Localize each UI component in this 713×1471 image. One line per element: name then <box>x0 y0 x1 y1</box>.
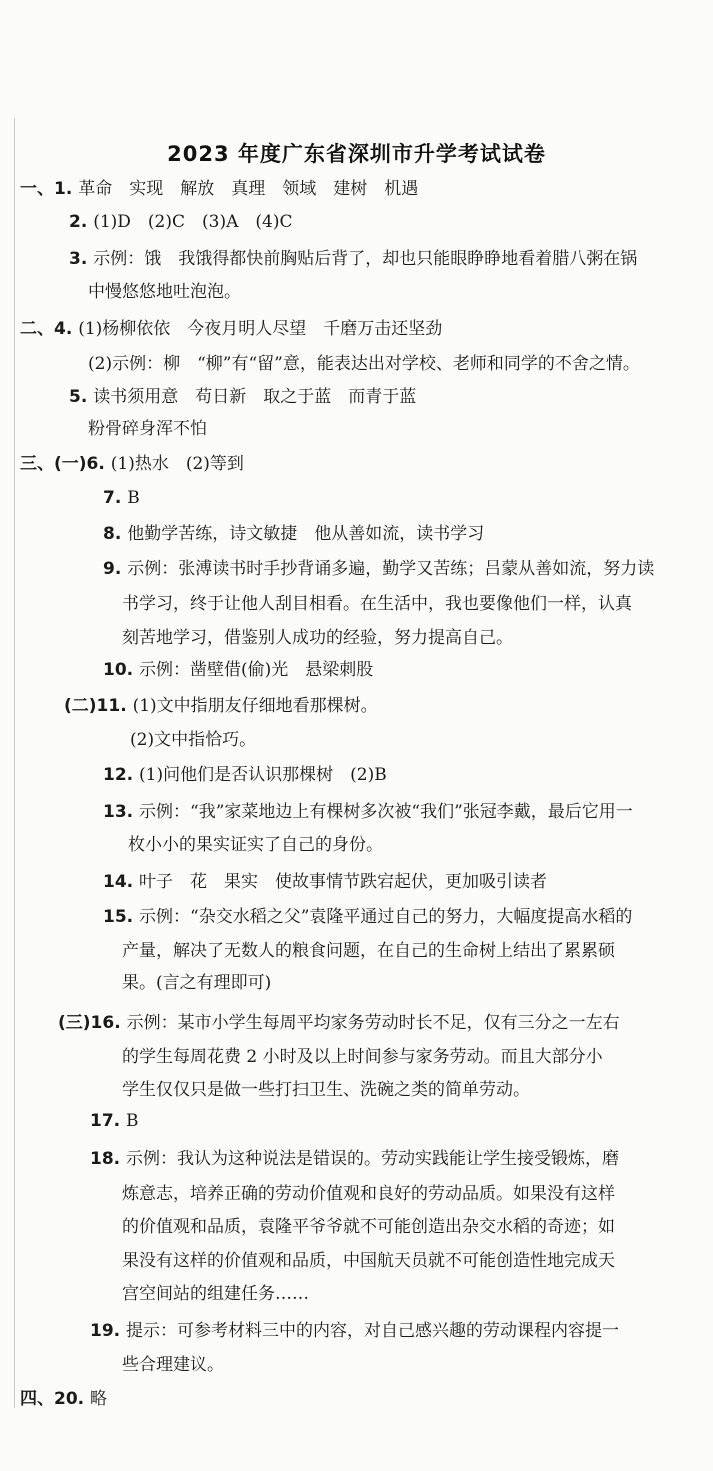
question-number: 15. <box>103 907 140 927</box>
answer-line <box>103 801 633 823</box>
answer-text: 产量，解决了无数人的粮食问题，在自己的生命树上结出了累累硕 <box>122 941 615 961</box>
answer-line <box>88 281 241 303</box>
answer-line <box>122 627 513 649</box>
answer-text: B <box>127 488 140 508</box>
question-number: 14. <box>103 872 140 892</box>
answer-line <box>20 318 442 340</box>
answer-text: 些合理建议。 <box>122 1355 224 1375</box>
answer-text: 示例：“杂交水稻之父”袁隆平通过自己的努力，大幅度提高水稻的 <box>139 907 633 927</box>
answer-text: B <box>126 1111 139 1131</box>
question-number: 5. <box>69 387 94 407</box>
answer-line <box>69 211 292 233</box>
question-number: 19. <box>90 1321 127 1341</box>
answer-text: (2)示例：柳 “柳”有“留”意，能表达出对学校、老师和同学的不舍之情。 <box>88 354 640 374</box>
answer-line <box>20 453 244 475</box>
answer-text: 示例：饿 我饿得都快前胸贴后背了，却也只能眼睁睁地看着腊八粥在锅 <box>93 249 638 269</box>
answer-text: 的价值观和品质，袁隆平爷爷就不可能创造出杂交水稻的奇迹；如 <box>122 1217 615 1237</box>
answer-line <box>58 1012 620 1034</box>
answer-line <box>20 178 418 200</box>
answer-text: 粉骨碎身浑不怕 <box>88 419 207 439</box>
answer-text: (1)问他们是否认识那棵树 (2)B <box>139 765 387 785</box>
answer-text: 示例：张溥读书时手抄背诵多遍，勤学又苦练；吕蒙从善如流，努力读 <box>127 559 655 579</box>
answer-text: 略 <box>90 1389 108 1409</box>
answer-line <box>103 906 632 928</box>
question-number: 12. <box>103 765 140 785</box>
answer-text: 的学生每周花费 2 小时及以上时间参与家务劳动。而且大部分小 <box>122 1047 603 1067</box>
answer-text: 他勤学苦练，诗文敏捷 他从善如流，读书学习 <box>127 524 485 544</box>
question-number: 9. <box>103 559 128 579</box>
answer-line <box>122 1354 224 1376</box>
question-number: 三、(一)6. <box>20 454 111 474</box>
answer-text: 果。(言之有理即可) <box>122 973 272 993</box>
document-title: 2023 年度广东省深圳市升学考试试卷 <box>167 142 546 166</box>
answer-line <box>69 386 416 408</box>
answer-text: 中慢悠悠地吐泡泡。 <box>88 282 241 302</box>
answer-line <box>103 523 484 545</box>
answer-line <box>69 248 637 270</box>
answer-line <box>103 558 654 580</box>
question-number: 二、4. <box>20 319 79 339</box>
answer-line <box>122 1283 309 1305</box>
answer-text: 学生仅仅只是做一些打扫卫生、洗碗之类的简单劳动。 <box>122 1080 530 1100</box>
answer-line <box>90 1148 619 1170</box>
answer-line <box>130 729 256 751</box>
answer-text: 示例：凿壁借(偷)光 悬梁刺股 <box>139 660 374 680</box>
question-number: 一、1. <box>20 179 79 199</box>
answer-text: 书学习，终于让他人刮目相看。在生活中，我也要像他们一样，认真 <box>122 594 632 614</box>
answer-text: 宫空间站的组建任务…… <box>122 1284 309 1304</box>
question-number: (三)16. <box>58 1013 127 1033</box>
question-number: 17. <box>90 1111 127 1131</box>
answer-text: 示例：“我”家菜地边上有棵树多次被“我们”张冠李戴，最后它用一 <box>139 802 633 822</box>
answer-line <box>88 353 640 375</box>
answer-text: 果没有这样的价值观和品质，中国航天员就不可能创造性地完成天 <box>122 1251 615 1271</box>
answer-line <box>128 834 383 856</box>
answer-line <box>122 1216 615 1238</box>
answer-line <box>122 972 271 994</box>
answer-text: (1)杨柳依依 今夜月明人尽望 千磨万击还坚劲 <box>78 319 443 339</box>
answer-text: 叶子 花 果实 使故事情节跌宕起伏，更加吸引读者 <box>139 872 548 892</box>
page-edge-line <box>14 118 15 1408</box>
answer-line <box>122 1079 530 1101</box>
answer-line <box>122 1046 603 1068</box>
answer-line <box>103 871 547 893</box>
answer-text: (1)热水 (2)等到 <box>110 454 244 474</box>
answer-text: (1)D (2)C (3)A (4)C <box>93 212 293 232</box>
question-number: (二)11. <box>64 696 133 716</box>
question-number: 2. <box>69 212 94 232</box>
answer-text: (2)文中指恰巧。 <box>130 730 257 750</box>
answer-text: 刻苦地学习，借鉴别人成功的经验，努力提高自己。 <box>122 628 513 648</box>
answer-line <box>103 764 387 786</box>
answer-line <box>90 1110 139 1132</box>
answer-line <box>122 1250 615 1272</box>
answer-line <box>122 1183 615 1205</box>
answer-text: 革命 实现 解放 真理 领域 建树 机遇 <box>78 179 419 199</box>
answer-line <box>64 695 378 717</box>
answer-line <box>88 418 207 440</box>
question-number: 7. <box>103 488 128 508</box>
answer-line <box>20 1388 107 1410</box>
answer-text: 示例：某市小学生每周平均家务劳动时长不足，仅有三分之一左右 <box>126 1013 620 1033</box>
answer-text: 炼意志，培养正确的劳动价值观和良好的劳动品质。如果没有这样 <box>122 1184 615 1204</box>
answer-text: 枚小小的果实证实了自己的身份。 <box>128 835 383 855</box>
answer-line <box>122 940 615 962</box>
answer-text: 提示：可参考材料三中的内容，对自己感兴趣的劳动课程内容提一 <box>126 1321 620 1341</box>
answer-line <box>103 487 140 509</box>
question-number: 四、20. <box>20 1389 91 1409</box>
answer-text: 读书须用意 苟日新 取之于蓝 而青于蓝 <box>93 387 417 407</box>
answer-line <box>122 593 632 615</box>
question-number: 3. <box>69 249 94 269</box>
question-number: 13. <box>103 802 140 822</box>
answer-line <box>103 659 373 681</box>
question-number: 18. <box>90 1149 127 1169</box>
answer-text: (1)文中指朋友仔细地看那棵树。 <box>132 696 378 716</box>
question-number: 8. <box>103 524 128 544</box>
answer-line <box>90 1320 619 1342</box>
answer-text: 示例：我认为这种说法是错误的。劳动实践能让学生接受锻炼，磨 <box>126 1149 620 1169</box>
question-number: 10. <box>103 660 140 680</box>
